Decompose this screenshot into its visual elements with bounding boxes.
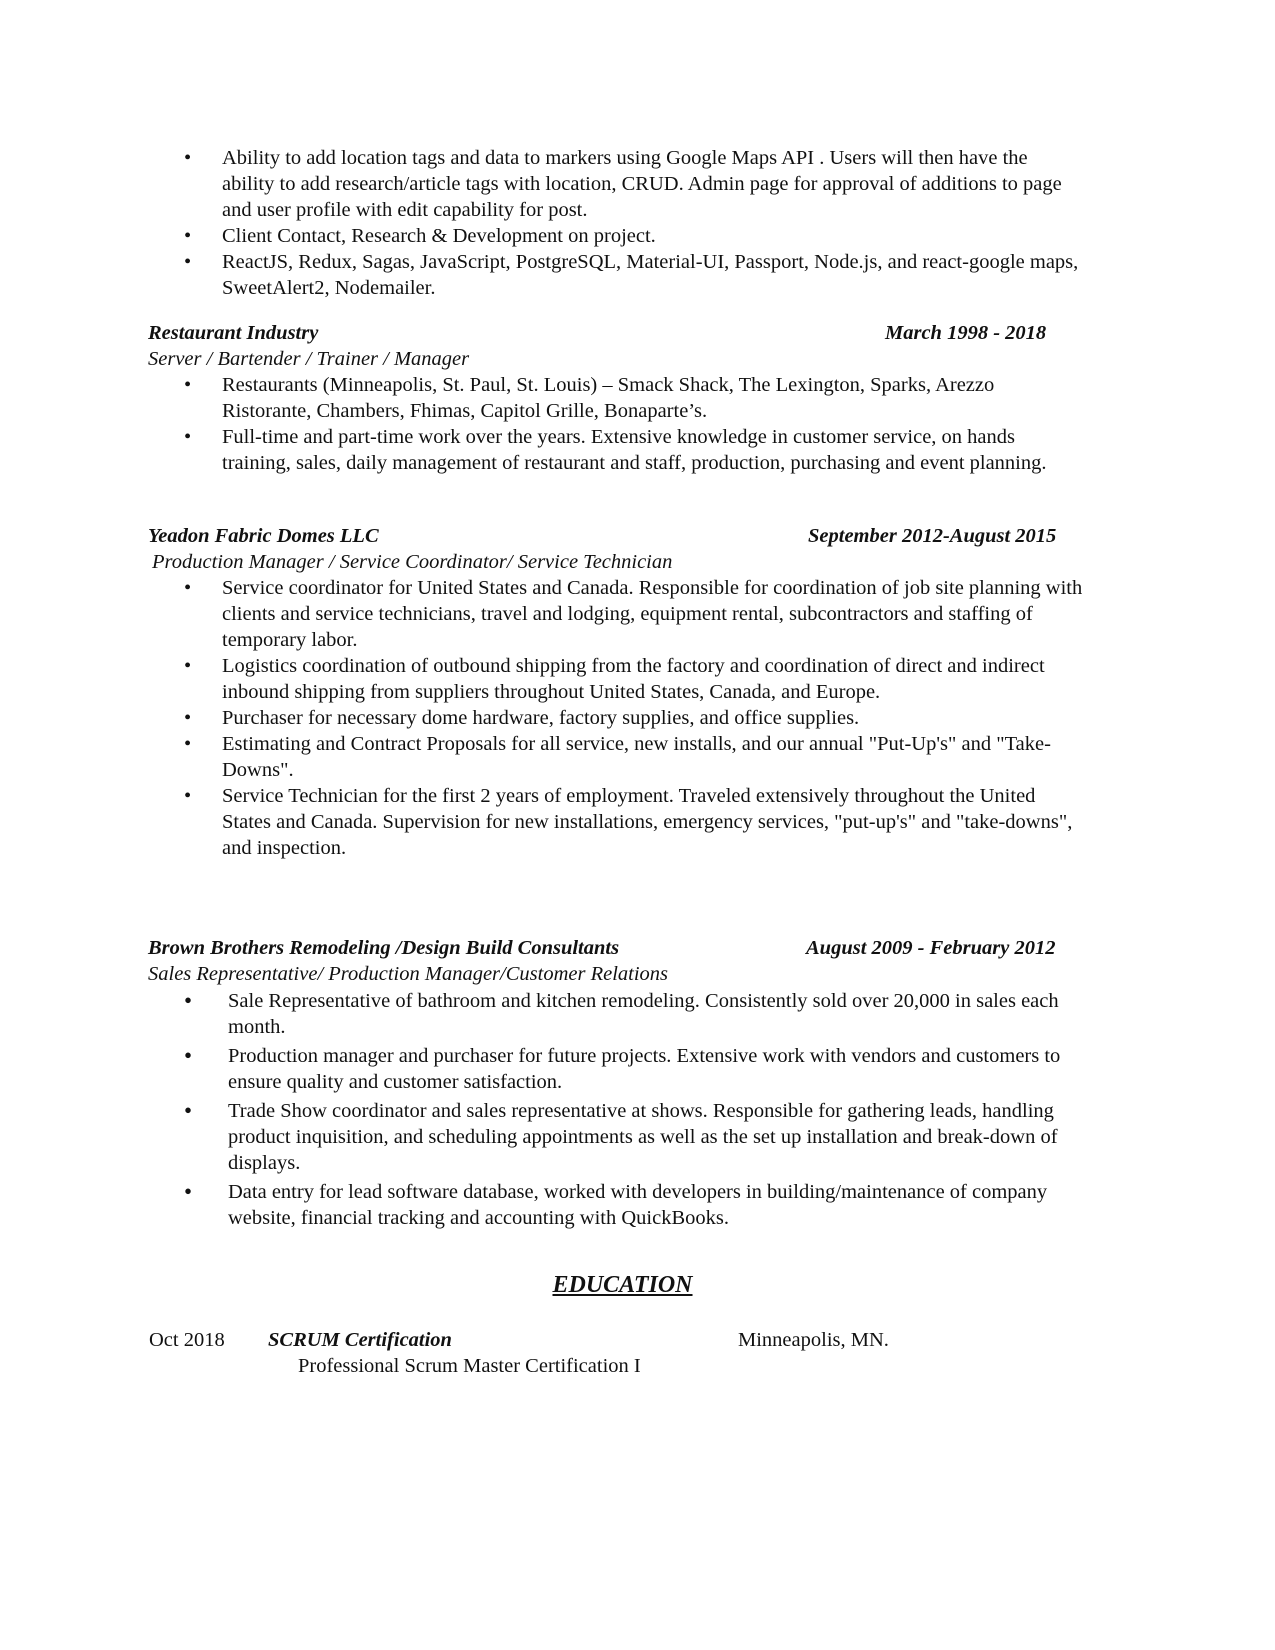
list-item (0, 653, 1275, 705)
list-item (0, 223, 1275, 249)
bullet-text: Data entry for lead software database, worked with developers in building/maintenance of company website, financial tracking and accounting with QuickBooks. (228, 1181, 1048, 1229)
bullet-text: Estimating and Contract Proposals for all service, new installs, and our annual "Put-Up's" and "Take-Downs". (222, 733, 1051, 781)
list-item (0, 1098, 1275, 1176)
job-dates: March 1998 - 2018 (885, 322, 1047, 344)
education-date: Oct 2018 (149, 1329, 225, 1351)
list-item (0, 575, 1275, 653)
bullet-icon: • (184, 988, 193, 1013)
job-bullet-list (0, 988, 1275, 1234)
education-location: Minneapolis, MN. (738, 1329, 889, 1351)
job-employer: Restaurant Industry (148, 322, 319, 344)
job-bullet-list (0, 575, 1275, 861)
list-item (0, 1043, 1275, 1095)
list-item (0, 731, 1275, 783)
job-role: Production Manager / Service Coordinator/ Service Technician (152, 551, 673, 573)
bullet-icon: • (184, 225, 192, 247)
bullet-icon: • (184, 733, 192, 755)
job-dates: August 2009 - February 2012 (806, 937, 1056, 959)
bullet-text: Sale Representative of bathroom and kitchen remodeling. Consistently sold over 20,000 in sales each month. (228, 990, 1059, 1038)
job-bullet-list (0, 372, 1275, 476)
bullet-icon: • (184, 426, 192, 448)
bullet-text: Production manager and purchaser for future projects. Extensive work with vendors and customers to ensure quality and customer satisfaction. (228, 1045, 1061, 1093)
bullet-icon: • (184, 785, 192, 807)
list-item (0, 705, 1275, 731)
job-employer: Yeadon Fabric Domes LLC (148, 525, 379, 547)
bullet-text: ReactJS, Redux, Sagas, JavaScript, PostgreSQL, Material-UI, Passport, Node.js, and react-google maps, SweetAlert2, Nodemailer. (222, 251, 1079, 299)
list-item (0, 988, 1275, 1040)
bullet-icon: • (184, 1179, 193, 1204)
bullet-text: Trade Show coordinator and sales representative at shows. Responsible for gathering leads, handling product inquisition, and scheduling appointments as well as the set up installation and break-down of displays. (228, 1100, 1058, 1174)
bullet-icon: • (184, 577, 192, 599)
bullet-text: Client Contact, Research & Development on project. (222, 225, 656, 247)
bullet-text: Service Technician for the first 2 years of employment. Traveled extensively throughout the United States and Canada. Supervision for new installations, emergency services, "put-up's" and "take-downs", and inspection. (222, 785, 1073, 859)
bullet-icon: • (184, 1098, 193, 1123)
bullet-icon: • (184, 251, 192, 273)
education-title: SCRUM Certification (268, 1329, 452, 1351)
list-item (0, 372, 1275, 424)
bullet-text: Logistics coordination of outbound shipping from the factory and coordination of direct and indirect inbound shipping from suppliers throughout United States, Canada, and Europe. (222, 655, 1045, 703)
list-item (0, 145, 1275, 223)
section-heading-education: EDUCATION (552, 1272, 693, 1298)
job-employer: Brown Brothers Remodeling /Design Build Consultants (148, 937, 620, 959)
bullet-icon: • (184, 707, 192, 729)
list-item (0, 1179, 1275, 1231)
bullet-text: Service coordinator for United States and Canada. Responsible for coordination of job site planning with clients and service technicians, travel and lodging, equipment rental, subcontractors and staffing of temporary labor. (222, 577, 1083, 651)
bullet-icon: • (184, 147, 192, 169)
bullet-text: Restaurants (Minneapolis, St. Paul, St. Louis) – Smack Shack, The Lexington, Sparks, Arezzo Ristorante, Chambers, Fhimas, Capitol Grille, Bonaparte’s. (222, 374, 995, 422)
bullet-text: Purchaser for necessary dome hardware, factory supplies, and office supplies. (222, 707, 860, 729)
education-detail: Professional Scrum Master Certification I (298, 1355, 641, 1377)
bullet-text: Full-time and part-time work over the years. Extensive knowledge in customer service, on hands training, sales, daily management of restaurant and staff, production, purchasing and event planning. (222, 426, 1047, 474)
job-role: Server / Bartender / Trainer / Manager (148, 348, 470, 370)
job-role: Sales Representative/ Production Manager/Customer Relations (148, 963, 669, 985)
bullet-icon: • (184, 655, 192, 677)
list-item (0, 249, 1275, 301)
bullet-text: Ability to add location tags and data to markers using Google Maps API . Users will then have the ability to add research/article tags with location, CRUD. Admin page for approval of additions to page and user profile with edit capability for post. (222, 147, 1062, 221)
list-item (0, 783, 1275, 861)
job-dates: September 2012-August 2015 (808, 525, 1057, 547)
bullet-icon: • (184, 1043, 193, 1068)
bullet-icon: • (184, 374, 192, 396)
list-item (0, 424, 1275, 476)
project-bullet-list (0, 145, 1275, 301)
